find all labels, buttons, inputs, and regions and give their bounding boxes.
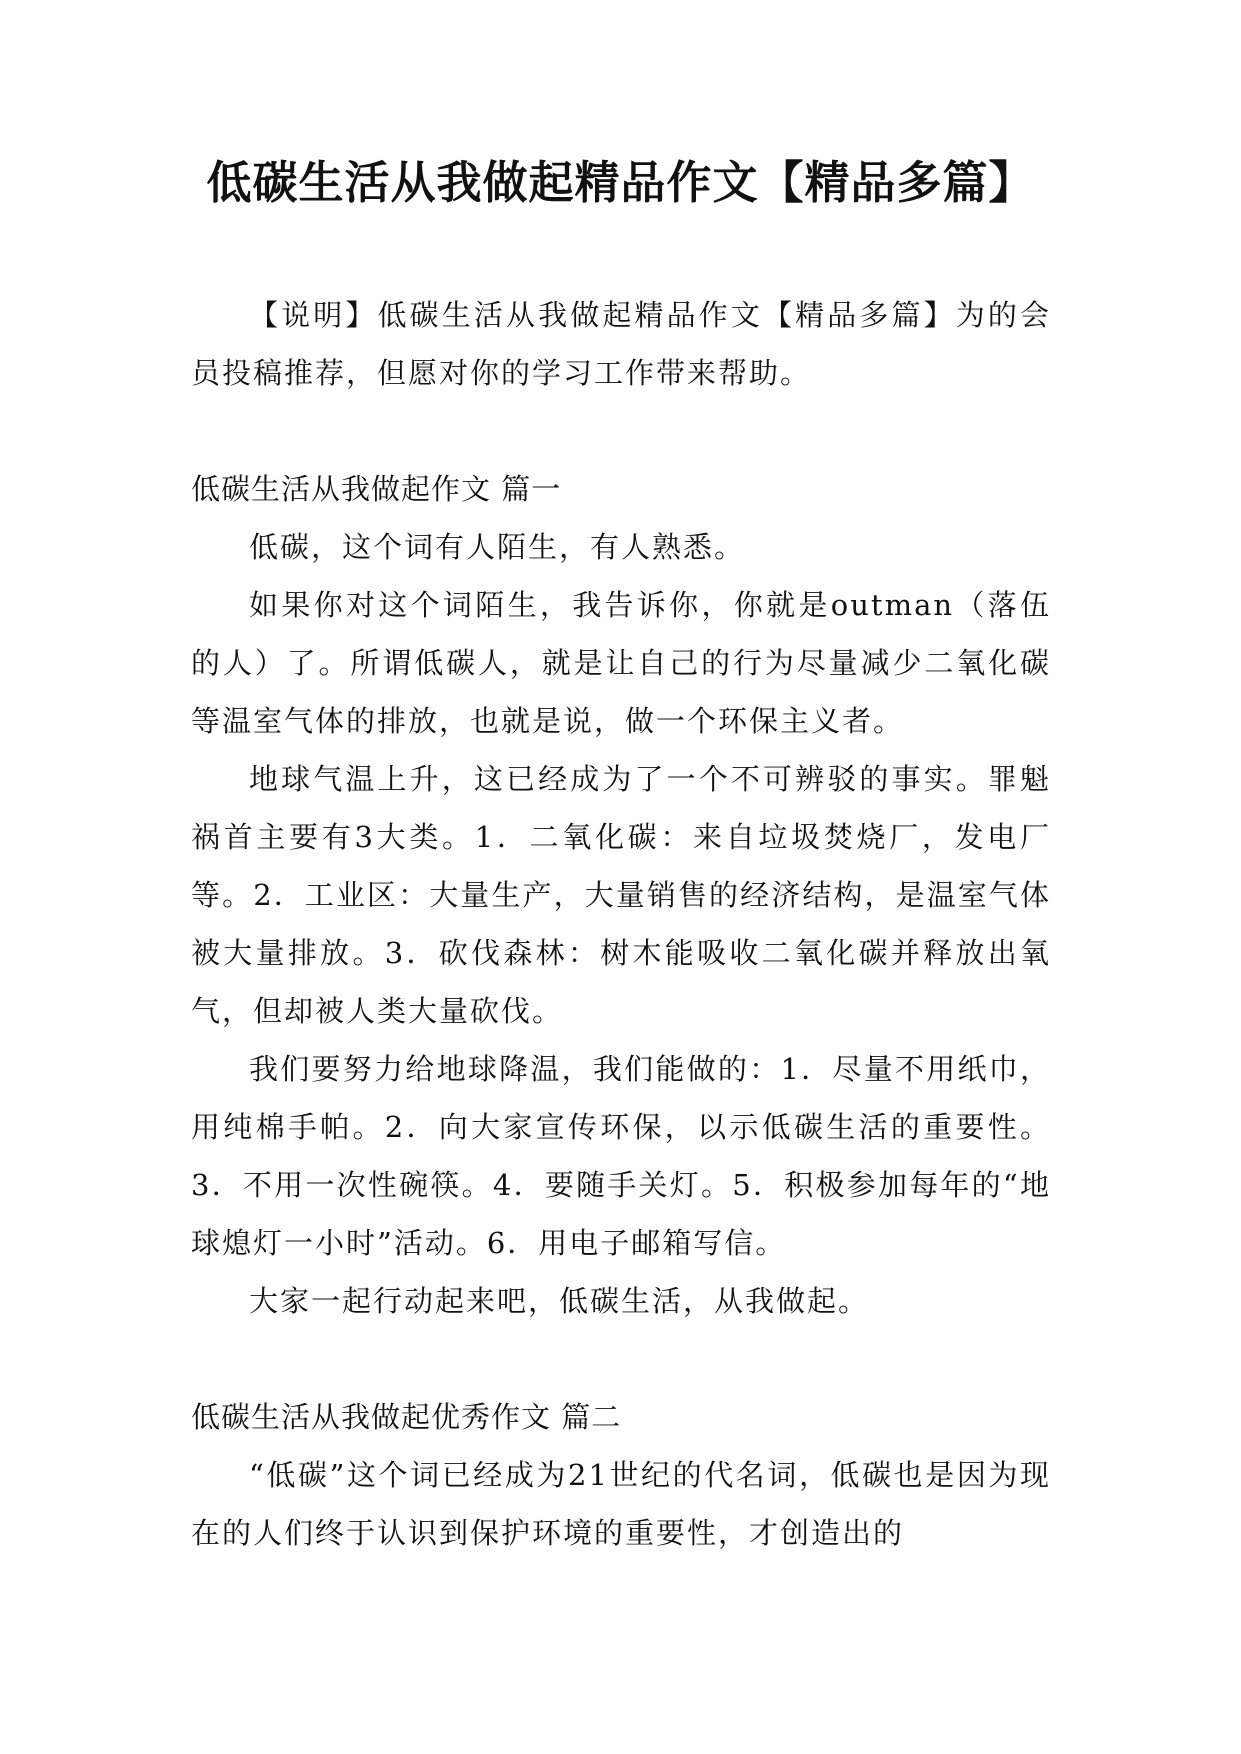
- paragraph: 如果你对这个词陌生，我告诉你，你就是outman（落伍的人）了。所谓低碳人，就是让自己的行为尽量减少二氧化碳等温室气体的排放，也就是说，做一个环保主义者。: [191, 588, 1051, 738]
- paragraph: 低碳，这个词有人陌生，有人熟悉。: [249, 530, 746, 564]
- paragraph: “低碳”这个词已经成为21世纪的代名词，低碳也是因为现在的人们终于认识到保护环境的重要性，才创造出的: [191, 1458, 1051, 1550]
- section-heading-1: 低碳生活从我做起作文 篇一: [191, 472, 562, 506]
- section-heading-2: 低碳生活从我做起优秀作文 篇二: [191, 1400, 622, 1434]
- paragraph: 地球气温上升，这已经成为了一个不可辨驳的事实。罪魁祸首主要有3大类。1．二氧化碳：来自垃圾焚烧厂，发电厂等。2．工业区：大量生产，大量销售的经济结构，是温室气体被大量排放。3．砍伐森林：树木能吸收二氧化碳并释放出氧气，但却被人类大量砍伐。: [191, 762, 1051, 1028]
- paragraph: 大家一起行动起来吧，低碳生活，从我做起。: [249, 1284, 870, 1318]
- intro-paragraph: 【说明】低碳生活从我做起精品作文【精品多篇】为的会员投稿推荐，但愿对你的学习工作带来帮助。: [191, 298, 1051, 390]
- paragraph: 我们要努力给地球降温，我们能做的：1．尽量不用纸巾，用纯棉手帕。2．向大家宣传环保，以示低碳生活的重要性。3．不用一次性碗筷。4．要随手关灯。5．积极参加每年的“地球熄灯一小时”活动。6．用电子邮箱写信。: [191, 1052, 1051, 1260]
- document-body: [191, 286, 1051, 1562]
- document-title: 低碳生活从我做起精品作文【精品多篇】: [206, 156, 1035, 209]
